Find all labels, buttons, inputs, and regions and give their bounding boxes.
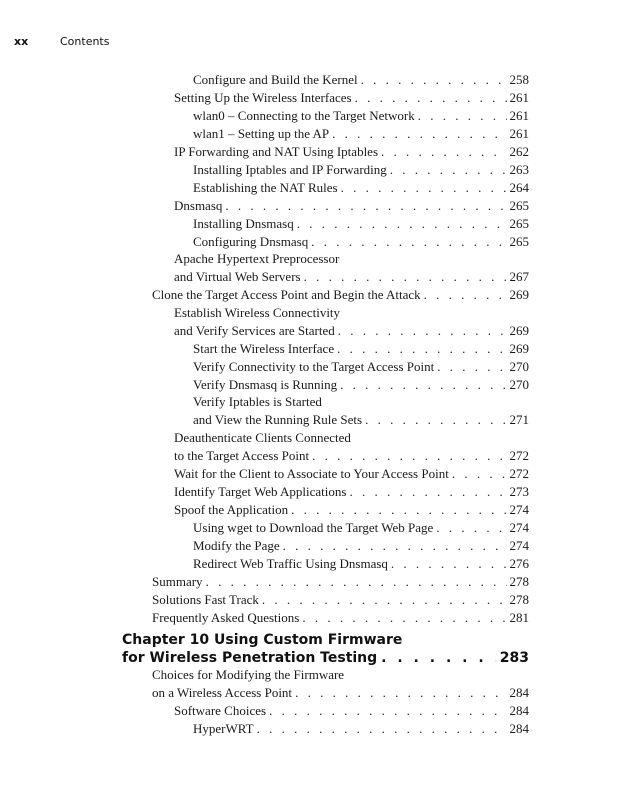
chapter-title-line1: Chapter 10 Using Custom Firmware (122, 632, 403, 648)
toc-entry-line1: Choices for Modifying the Firmware (152, 667, 345, 682)
toc-entry: Wait for the Client to Associate to Your Access Point . . . 272 (174, 466, 529, 482)
toc-entry: and Virtual Web Servers . . . 267 (174, 269, 529, 285)
toc-entry: Verify Connectivity to the Target Access Point . . . 270 (193, 359, 529, 375)
toc-entry: wlan1 – Setting up the AP . . . 261 (193, 126, 529, 142)
toc-entry: Configure and Build the Kernel . . . 258 (193, 72, 529, 88)
toc-entry-line1: Deauthenticate Clients Connected (174, 430, 351, 445)
toc-entry: and Verify Services are Started . . . 269 (174, 323, 529, 339)
toc-entry: and View the Running Rule Sets . . . 271 (193, 412, 529, 428)
running-head (14, 35, 109, 48)
toc-entry: Establishing the NAT Rules . . . 264 (193, 180, 529, 196)
toc-entry: IP Forwarding and NAT Using Iptables . . . 262 (174, 144, 529, 160)
toc-entry: Installing Dnsmasq . . . 265 (193, 216, 529, 232)
toc-entry: Spoof the Application . . . 274 (174, 502, 529, 518)
toc-entry: Software Choices . . . 284 (174, 703, 529, 719)
toc-entry: on a Wireless Access Point . . . 284 (152, 685, 529, 701)
running-head-title: Contents (60, 35, 110, 48)
toc-entry: Redirect Web Traffic Using Dnsmasq . . . 276 (193, 556, 529, 572)
page-number: xx (14, 35, 29, 48)
toc-entry: wlan0 – Connecting to the Target Network . . . 261 (193, 108, 529, 124)
toc-entry-line1: Verify Iptables is Started (193, 394, 322, 409)
toc-entry: Using wget to Download the Target Web Page . . . 274 (193, 520, 529, 536)
toc-entry: Verify Dnsmasq is Running . . . 270 (193, 377, 529, 393)
toc-entry: Summary . . . 278 (152, 574, 529, 590)
toc-entry: Setting Up the Wireless Interfaces . . . 261 (174, 90, 529, 106)
toc-entry: Configuring Dnsmasq . . . 265 (193, 234, 529, 250)
toc-entry-line1: Establish Wireless Connectivity (174, 305, 341, 320)
toc-entry: Clone the Target Access Point and Begin the Attack . . . 269 (152, 287, 529, 303)
toc-entry: Start the Wireless Interface . . . 269 (193, 341, 529, 357)
toc-entry: to the Target Access Point . . . 272 (174, 448, 529, 464)
toc-entry: Identify Target Web Applications . . . 273 (174, 484, 529, 500)
toc-entry: Modify the Page . . . 274 (193, 538, 529, 554)
toc-entry: Solutions Fast Track . . . 278 (152, 592, 529, 608)
chapter-entry: for Wireless Penetration Testing . . . 283 (122, 650, 529, 666)
toc-entry: Installing Iptables and IP Forwarding . . . 263 (193, 162, 529, 178)
toc-entry: Frequently Asked Questions . . . 281 (152, 610, 529, 626)
toc-entry: HyperWRT . . . 284 (193, 721, 529, 737)
toc-entry-line1: Apache Hypertext Preprocessor (174, 251, 340, 266)
toc-entry: Dnsmasq . . . 265 (174, 198, 529, 214)
